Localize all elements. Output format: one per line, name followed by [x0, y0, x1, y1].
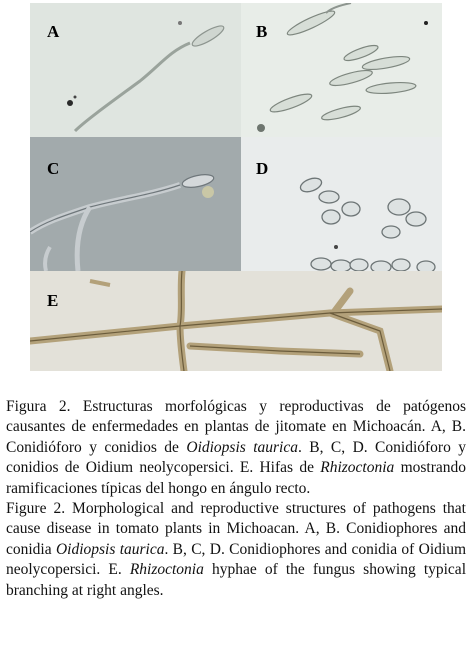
micrograph-panel-d — [241, 137, 442, 271]
caption-english-genus: Rhizoctonia — [129, 561, 204, 579]
caption-english-text-2: . B, C, D. Conidiophores and conidia of Oidium neolycopersici. E. — [6, 540, 467, 579]
figure-caption — [6, 397, 466, 601]
caption-spanish-text-3: mostrando ramificaciones típicas del hongo en ángulo recto. — [6, 459, 467, 497]
micrograph-panel-a — [30, 3, 241, 137]
caption-english-text-1: Figure 2. Morphological and reproductive structures of pathogens that cause disease in tomato plants in Michoacan. A, B. Conidiophores and conidia — [6, 500, 466, 558]
micrograph-panel-b — [241, 3, 442, 137]
caption-english-text-3: hyphae of the fungus showing typical branching at right angles. — [6, 561, 466, 599]
caption-spanish-text-1: Figura 2. Estructuras morfológicas y reproductivas de patógenos causantes de enfermedades en plantas de jitomate en Michoacán. A, B. Conidióforo y conidios de — [6, 398, 466, 456]
caption-english-species: Oidiopsis taurica — [55, 540, 165, 558]
panel-c-image — [30, 137, 241, 271]
panel-e-image — [30, 271, 442, 371]
micrograph-panel-c — [30, 137, 241, 271]
caption-english — [6, 499, 466, 601]
panel-d-letter: D — [256, 159, 269, 178]
micrograph-panel-e — [30, 271, 442, 371]
panel-d-image — [241, 137, 442, 271]
panel-e-letter: E — [47, 291, 59, 310]
caption-spanish-genus: Rhizoctonia — [320, 459, 395, 477]
micrograph-figure — [30, 3, 442, 371]
panel-a-image — [30, 3, 241, 137]
caption-spanish-text-2: . B, C, D. Conidióforo y conidios de Oidium neolycopersici. E. Hifas de — [6, 438, 466, 477]
caption-spanish-species: Oidiopsis taurica — [186, 438, 298, 456]
panel-b-image — [241, 3, 442, 137]
panel-a-letter: A — [47, 22, 60, 41]
panel-b-letter: B — [256, 22, 268, 41]
panel-c-letter: C — [47, 159, 60, 178]
caption-spanish — [6, 397, 466, 499]
